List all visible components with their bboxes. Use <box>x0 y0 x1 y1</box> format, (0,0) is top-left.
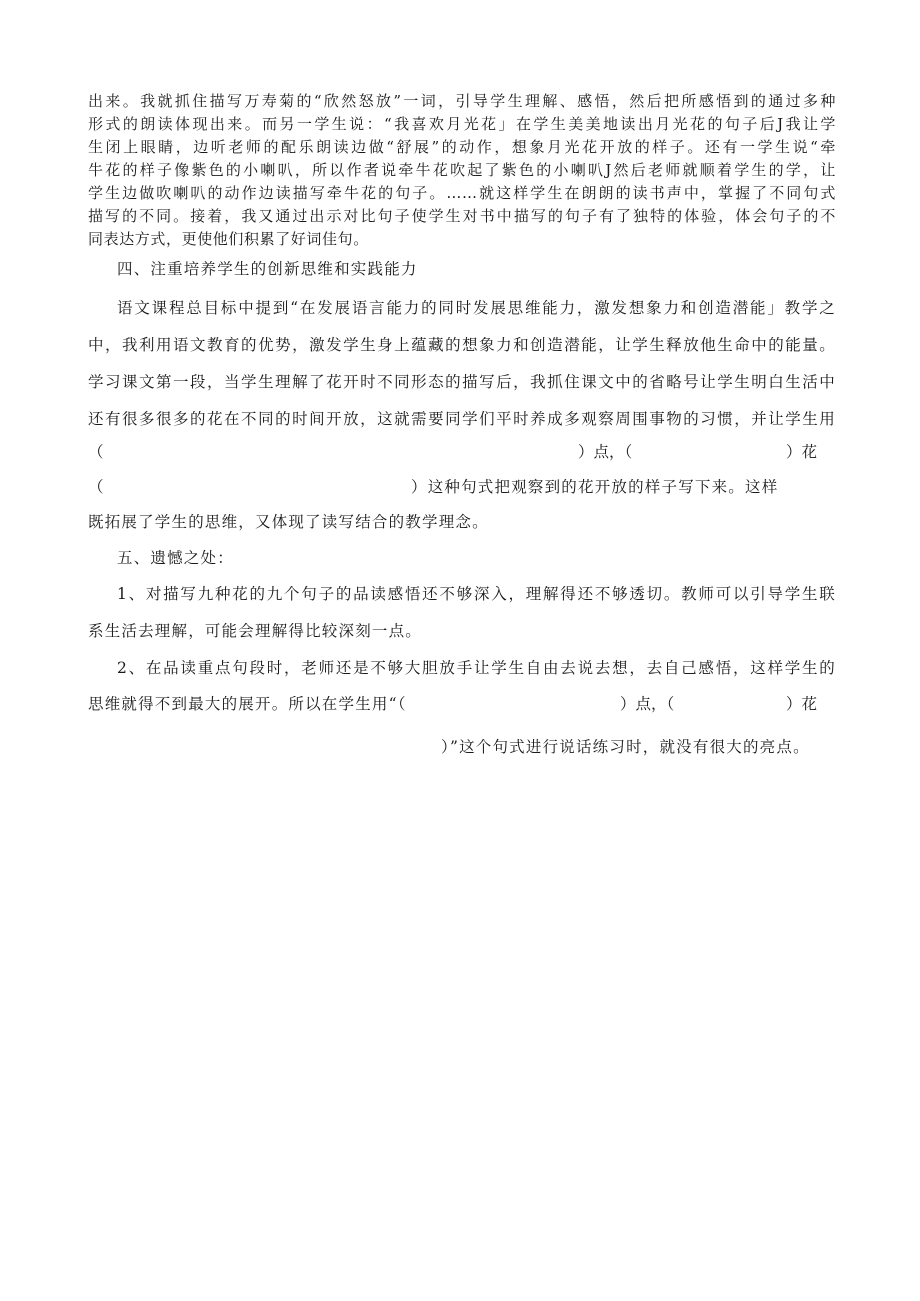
paragraph-line: 描写的不同。接着，我又通过出示对比句子使学生对书中描写的句子有了独特的体验，体会句子的不 <box>88 207 836 225</box>
fill-blank-middle: ）点，（ <box>620 695 675 713</box>
paragraph-line: 学习课文第一段，当学生理解了花开时不同形态的描写后，我抓住课文中的省略号让学生明白生活中 <box>88 373 836 391</box>
fill-blank-end: ）花 <box>786 443 818 461</box>
paragraph-line: 中，我利用语文教育的优势，激发学生身上蕴藏的想象力和创造潜能，让学生释放他生命中的能量。 <box>88 336 836 354</box>
paragraph-line: 还有很多很多的花在不同的时间开放，这就需要同学们平时养成多观察周围事物的习惯，并让学生用 <box>88 410 836 428</box>
paragraph-line: 牛花的样子像紫色的小喇叭，所以作者说牵牛花吹起了紫色的小喇叭J然后老师就顺着学生的学，让 <box>88 161 836 179</box>
paragraph-line: 同表达方式，更使他们积累了好词佳句。 <box>88 230 369 248</box>
section-heading: 五、遗憾之处： <box>117 549 234 567</box>
fill-blank-open: （ <box>88 478 104 496</box>
list-item-line: 1、对描写九种花的九个句子的品读感悟还不够深入，理解得还不够透切。教师可以引导学生联 <box>117 585 836 603</box>
fill-blank-end: ）花 <box>786 695 818 713</box>
paragraph-line: 出来。我就抓住描写万寿菊的“欣然怒放”一词，引导学生理解、感悟，然后把所感悟到的通过多种 <box>88 92 836 110</box>
paragraph-line: 学生边做吹喇叭的动作边读描写牵牛花的句子。……就这样学生在朗朗的读书声中，掌握了不同句式 <box>88 184 836 202</box>
fill-blank-rest: ）这种句式把观察到的花开放的样子写下来。这样 <box>411 478 779 496</box>
section-heading: 四、注重培养学生的创新思维和实践能力 <box>117 260 418 278</box>
list-item-line: 思维就得不到最大的展开。所以在学生用“（ <box>88 695 407 713</box>
paragraph-line: 语文课程总目标中提到“在发展语言能力的同时发展思维能力，激发想象力和创造潜能」教学之 <box>117 299 836 317</box>
list-item-line: 2、在品读重点句段时，老师还是不够大胆放手让学生自由去说去想，去自己感悟，这样学生的 <box>117 659 836 677</box>
fill-blank-middle: ）点，（ <box>578 443 633 461</box>
list-item-line: 系生活去理解，可能会理解得比较深刻一点。 <box>88 622 423 640</box>
paragraph-line: 既拓展了学生的思维，又体现了读写结合的教学理念。 <box>88 513 489 531</box>
list-item-line: ）”这个句式进行说话练习时，就没有很大的亮点。 <box>441 738 810 756</box>
paragraph-line: 生闭上眼睛，边听老师的配乐朗读边做“舒展”的动作，想象月光花开放的样子。还有一学生说“牵 <box>88 138 836 156</box>
fill-blank-open: （ <box>88 443 104 461</box>
paragraph-line: 形式的朗读体现出来。而另一学生说：“我喜欢月光花」在学生美美地读出月光花的句子后J我让学 <box>88 115 836 133</box>
